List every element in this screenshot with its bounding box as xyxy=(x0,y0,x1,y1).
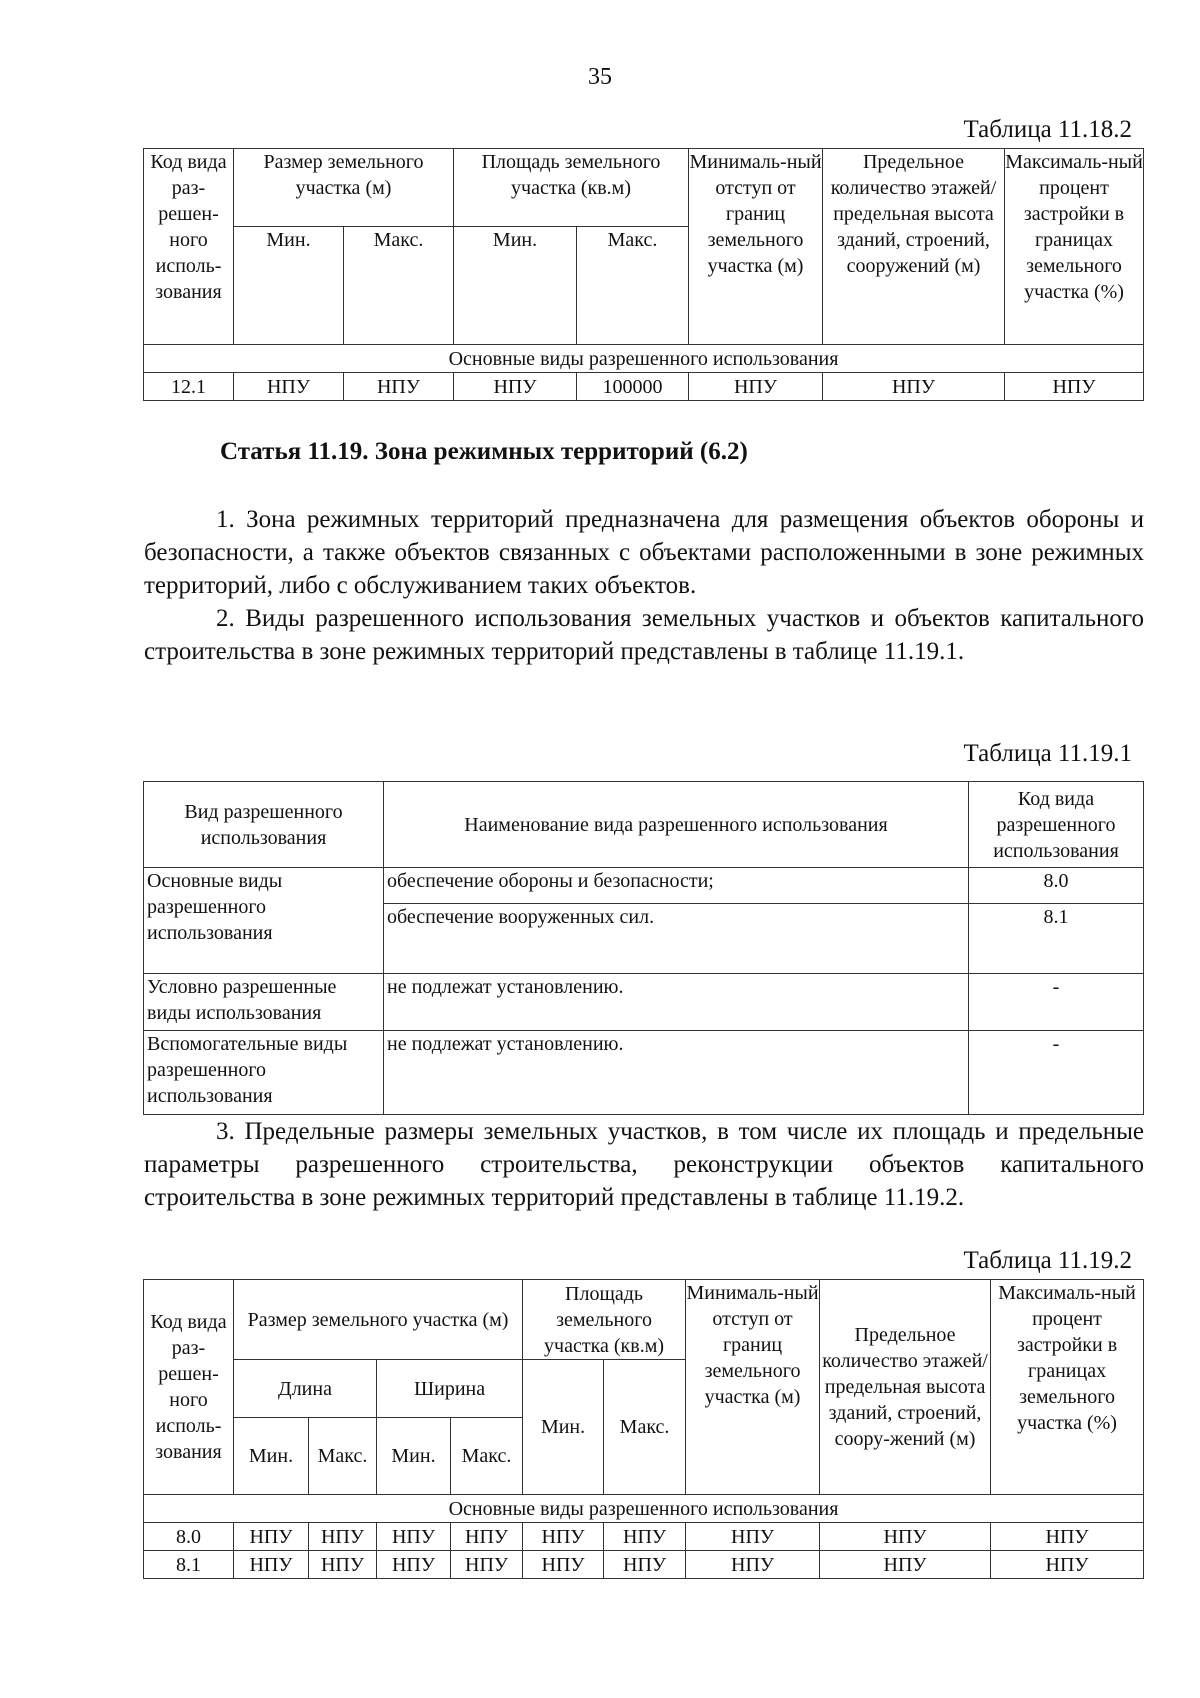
section-row: Основные виды разрешенного использования xyxy=(144,345,1144,373)
header-area: Площадь земельного участка (кв.м) xyxy=(454,149,689,227)
table-cell: НПУ xyxy=(454,373,577,401)
article-paragraphs-2 xyxy=(144,1115,1144,1214)
table-caption: Таблица 11.18.2 xyxy=(963,116,1132,143)
table-cell: НПУ xyxy=(377,1523,451,1551)
article-paragraphs-1 xyxy=(144,503,1144,668)
header-width-min: Мин. xyxy=(377,1418,451,1495)
header-area-max: Макс. xyxy=(577,227,689,345)
table-cell: НПУ xyxy=(344,373,454,401)
table-cell: НПУ xyxy=(523,1551,604,1579)
table-cell: НПУ xyxy=(604,1523,686,1551)
table-cell: НПУ xyxy=(991,1523,1144,1551)
table-cell: НПУ xyxy=(820,1551,991,1579)
header-code: Код вида разрешенного использования xyxy=(969,782,1144,868)
table-cell: 100000 xyxy=(577,373,689,401)
header-area-min: Мин. xyxy=(454,227,577,345)
table-cell: НПУ xyxy=(451,1551,523,1579)
page-number: 35 xyxy=(588,64,612,90)
table-cell: НПУ xyxy=(991,1551,1144,1579)
section-row: Основные виды разрешенного использования xyxy=(144,1495,1144,1523)
table-cell: НПУ xyxy=(309,1523,377,1551)
table-cell: НПУ xyxy=(823,373,1005,401)
table-cell: НПУ xyxy=(234,1551,309,1579)
header-size: Размер земельного участка (м) xyxy=(234,1280,523,1360)
header-size-min: Мин. xyxy=(234,227,344,345)
table-11-19-1 xyxy=(143,781,1144,1115)
table-cell: - xyxy=(969,1031,1144,1115)
table-cell: 8.0 xyxy=(969,868,1144,904)
header-percent: Максималь-ный процент застройки в границах земельного участка (%) xyxy=(1005,149,1144,345)
table-caption: Таблица 11.19.1 xyxy=(963,740,1132,767)
header-area-max: Макс. xyxy=(604,1360,686,1495)
table-cell: НПУ xyxy=(377,1551,451,1579)
header-indent: Минималь-ный отступ от границ земельного участка (м) xyxy=(689,149,823,345)
header-percent: Максималь-ный процент застройки в границах земельного участка (%) xyxy=(991,1280,1144,1495)
table-cell: обеспечение вооруженных сил. xyxy=(384,904,969,974)
table-11-18-2 xyxy=(143,148,1144,401)
header-indent: Минималь-ный отступ от границ земельного участка (м) xyxy=(686,1280,820,1495)
header-length: Длина xyxy=(234,1360,377,1418)
header-code: Код вида раз-решен-ного исполь-зования xyxy=(144,149,234,345)
header-area: Площадь земельного участка (кв.м) xyxy=(523,1280,686,1360)
auxiliary-kind-label: Вспомогательные виды разрешенного использования xyxy=(144,1031,384,1115)
header-width: Ширина xyxy=(377,1360,523,1418)
header-code: Код вида раз-решен-ного исполь-зования xyxy=(144,1280,234,1495)
paragraph-3: 3. Предельные размеры земельных участков, в том числе их площадь и предельные параметры разрешенного строительства, реконструкции объектов капитального строительства в зоне режимных территорий представлены в таблице 11.19.2. xyxy=(144,1118,1144,1211)
table-cell: НПУ xyxy=(309,1551,377,1579)
header-area-min: Мин. xyxy=(523,1360,604,1495)
table-cell: НПУ xyxy=(1005,373,1144,401)
header-size-max: Макс. xyxy=(344,227,454,345)
table-caption: Таблица 11.19.2 xyxy=(963,1247,1132,1274)
table-cell: 8.0 xyxy=(144,1523,234,1551)
table-cell: НПУ xyxy=(686,1523,820,1551)
header-width-max: Макс. xyxy=(451,1418,523,1495)
table-cell: НПУ xyxy=(234,1523,309,1551)
table-cell: не подлежат установлению. xyxy=(384,974,969,1031)
table-cell: НПУ xyxy=(689,373,823,401)
header-name: Наименование вида разрешенного использования xyxy=(384,782,969,868)
table-cell: 8.1 xyxy=(969,904,1144,974)
table-cell: НПУ xyxy=(523,1523,604,1551)
article-heading: Статья 11.19. Зона режимных территорий (6.2) xyxy=(220,438,748,465)
table-cell: НПУ xyxy=(451,1523,523,1551)
table-cell: 12.1 xyxy=(144,373,234,401)
header-floors: Предельное количество этажей/ предельная высота зданий, строений, соору-жений (м) xyxy=(820,1280,991,1495)
paragraph-1: 1. Зона режимных территорий предназначена для размещения объектов обороны и безопасности, а также объектов связанных с объектами расположенными в зоне режимных территорий, либо с обслуживанием таких объектов. xyxy=(144,506,1144,599)
table-cell: НПУ xyxy=(820,1523,991,1551)
header-length-max: Макс. xyxy=(309,1418,377,1495)
header-length-min: Мин. xyxy=(234,1418,309,1495)
table-cell: 8.1 xyxy=(144,1551,234,1579)
table-cell: - xyxy=(969,974,1144,1031)
header-kind: Вид разрешенного использования xyxy=(144,782,384,868)
table-cell: обеспечение обороны и безопасности; xyxy=(384,868,969,904)
table-cell: НПУ xyxy=(604,1551,686,1579)
table-cell: НПУ xyxy=(234,373,344,401)
paragraph-2: 2. Виды разрешенного использования земельных участков и объектов капитального строительства в зоне режимных территорий представлены в таблице 11.19.1. xyxy=(144,605,1144,665)
main-kind-label: Основные виды разрешенного использования xyxy=(144,868,384,974)
table-11-19-2 xyxy=(143,1279,1144,1579)
table-cell: НПУ xyxy=(686,1551,820,1579)
conditional-kind-label: Условно разрешенные виды использования xyxy=(144,974,384,1031)
table-cell: не подлежат установлению. xyxy=(384,1031,969,1115)
header-floors: Предельное количество этажей/ предельная высота зданий, строений, сооружений (м) xyxy=(823,149,1005,345)
header-size: Размер земельного участка (м) xyxy=(234,149,454,227)
